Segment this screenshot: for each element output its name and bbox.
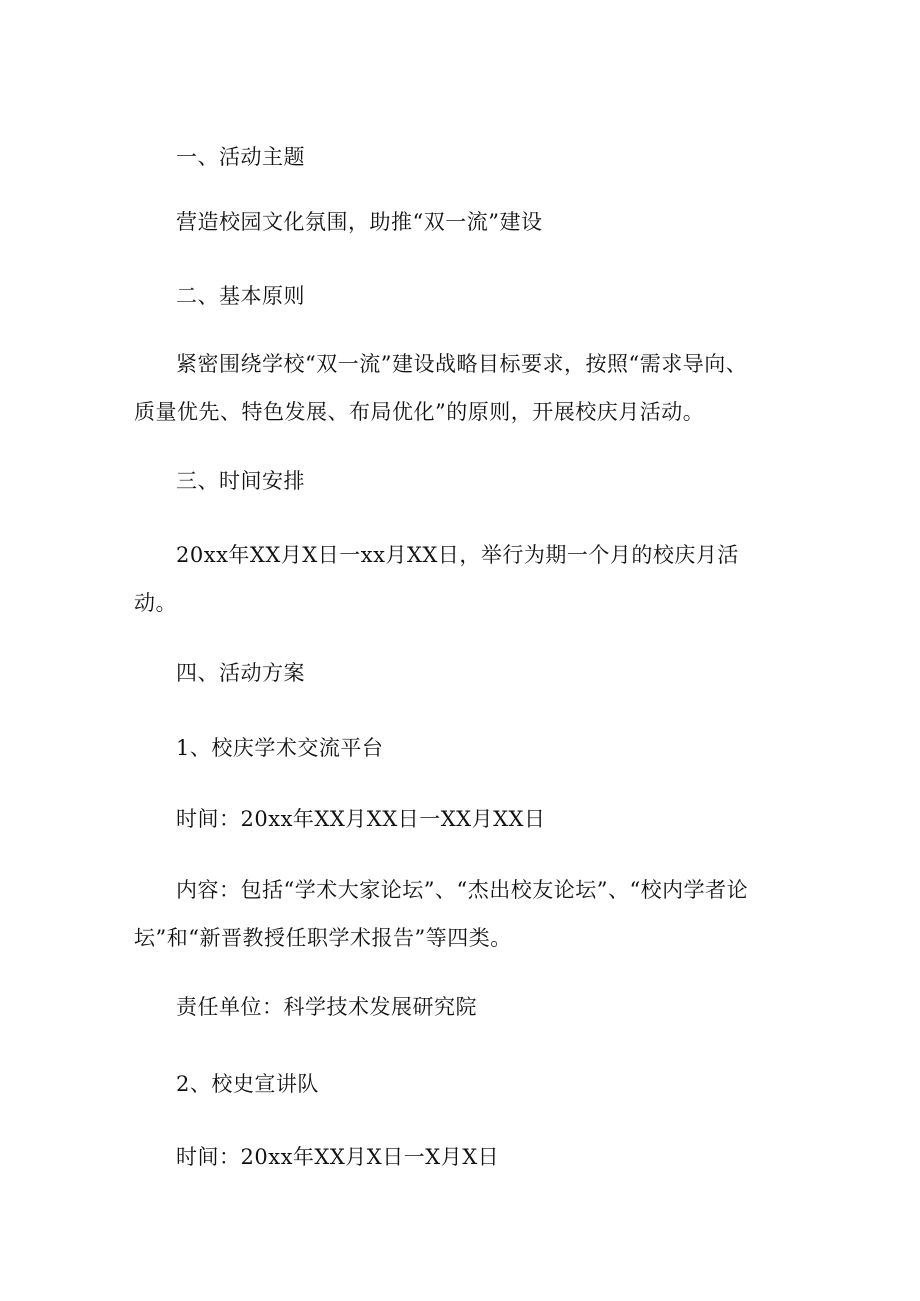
section-heading-schedule: 三、时间安排 bbox=[176, 469, 305, 493]
item-title-academic-platform: 1、校庆学术交流平台 bbox=[176, 736, 384, 760]
section-body-principles: 紧密围绕学校“双一流”建设战略目标要求，按照“需求导向、质量优先、特色发展、布局优化”的原则，开展校庆月活动。 bbox=[134, 352, 748, 424]
item-content-academic-platform: 内容：包括“学术大家论坛”、“杰出校友论坛”、“校内学者论坛”和“新晋教授任职学术报告”等四类。 bbox=[134, 878, 749, 950]
item-title-history-team: 2、校史宣讲队 bbox=[176, 1072, 319, 1096]
section-heading-theme: 一、活动主题 bbox=[176, 145, 305, 169]
section-heading-plan: 四、活动方案 bbox=[176, 661, 305, 685]
item-time-history-team: 时间：20xx年XX月X日一X月X日 bbox=[176, 1145, 500, 1169]
section-body-schedule: 20xx年XX月X日一xx月XX日，举行为期一个月的校庆月活动。 bbox=[134, 543, 739, 615]
section-heading-principles: 二、基本原则 bbox=[176, 284, 305, 308]
section-body-theme: 营造校园文化氛围，助推“双一流”建设 bbox=[176, 210, 543, 234]
item-unit-academic-platform: 责任单位：科学技术发展研究院 bbox=[176, 995, 477, 1019]
item-time-academic-platform: 时间：20xx年XX月XX日一XX月XX日 bbox=[176, 807, 546, 831]
